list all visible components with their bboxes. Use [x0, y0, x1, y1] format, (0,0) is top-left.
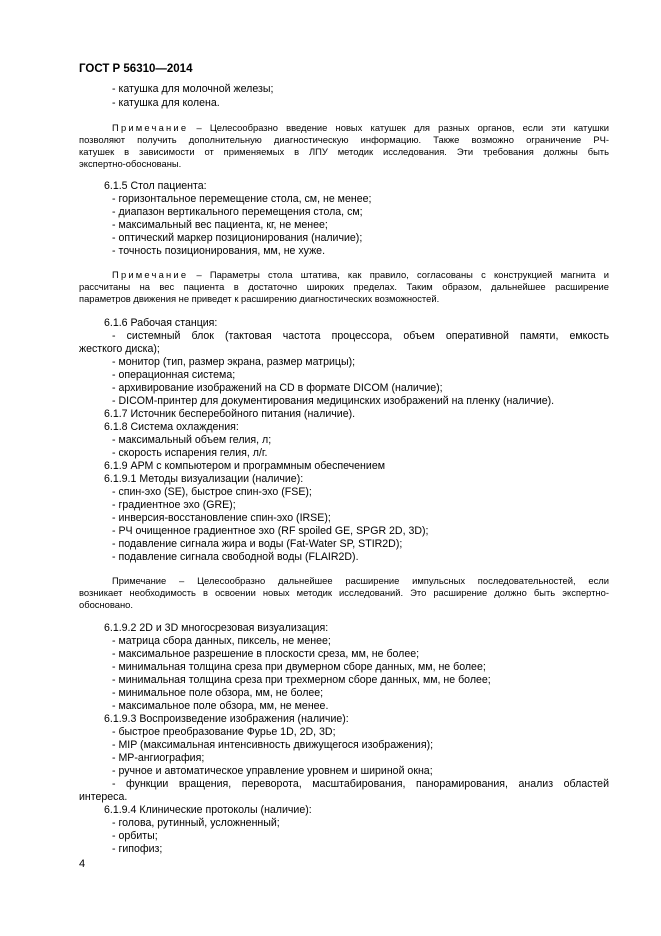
list-item-cont: жесткого диска);: [79, 343, 160, 355]
list-item: - катушка для молочной железы;: [112, 83, 274, 95]
note-label: Примечание: [112, 122, 189, 133]
list-item: - монитор (тип, размер экрана, размер матрицы);: [112, 356, 356, 368]
section-heading: 6.1.9.3 Воспроизведение изображения (наличие):: [104, 713, 349, 725]
note-line: параметров движения не приведет к расширению диагностических возможностей.: [79, 293, 440, 304]
list-item: - голова, рутинный, усложненный;: [112, 817, 280, 829]
list-item: - минимальное поле обзора, мм, не более;: [112, 687, 324, 699]
section-heading: 6.1.8 Система охлаждения:: [104, 421, 239, 433]
list-item: - скорость испарения гелия, л/г.: [112, 447, 268, 459]
list-item: - системный блок (тактовая частота процессора, объем оперативной памяти, емкость: [112, 330, 609, 342]
list-item: - ручное и автоматическое управление уровнем и шириной окна;: [112, 765, 433, 777]
list-item: - МР-ангиография;: [112, 752, 205, 764]
note-line: обосновано.: [79, 599, 133, 610]
list-item: - архивирование изображений на CD в формате DICOM (наличие);: [112, 382, 443, 394]
section-heading: 6.1.7 Источник бесперебойного питания (наличие).: [104, 408, 356, 420]
list-item: - функции вращения, переворота, масштабирования, панорамирования, анализ областей: [112, 778, 609, 790]
list-item: - максимальное разрешение в плоскости среза, мм, не более;: [112, 648, 420, 660]
list-item: - подавление сигнала жира и воды (Fat-Water SP, STIR2D);: [112, 538, 403, 550]
note-line: возникает необходимость в освоении новых методик исследований. Это расширение должно быть экспертно-: [79, 587, 609, 598]
note-line: рассчитаны на вес пациента в достаточно широких пределах. Таким образом, дальнейшее расширение: [79, 281, 609, 292]
list-item: - градиентное эхо (GRE);: [112, 499, 236, 511]
list-item: - максимальный вес пациента, кг, не менее;: [112, 219, 328, 231]
list-item: - быстрое преобразование Фурье 1D, 2D, 3D;: [112, 726, 336, 738]
list-item: - катушка для колена.: [112, 97, 220, 109]
note-line: экспертно-обоснованы.: [79, 158, 182, 169]
note-line: Примечание – Целесообразно дальнейшее расширение импульсных последовательностей, если: [112, 575, 609, 586]
section-heading: 6.1.9.2 2D и 3D многосрезовая визуализация:: [104, 622, 329, 634]
section-heading: 6.1.5 Стол пациента:: [104, 180, 207, 192]
list-item: - минимальная толщина среза при трехмерном сборе данных, мм, не более;: [112, 674, 491, 686]
page-number: 4: [79, 858, 86, 870]
list-item: - оптический маркер позиционирования (наличие);: [112, 232, 363, 244]
section-heading: 6.1.6 Рабочая станция:: [104, 317, 218, 329]
list-item: - РЧ очищенное градиентное эхо (RF spoiled GE, SPGR 2D, 3D);: [112, 525, 429, 537]
note-text: – Целесообразно введение новых катушек для разных органов, если эти катушки: [188, 122, 609, 133]
list-item: - минимальная толщина среза при двумерном сборе данных, мм, не более;: [112, 661, 486, 673]
list-item: - орбиты;: [112, 830, 158, 842]
list-item: - операционная система;: [112, 369, 236, 381]
list-item: - точность позиционирования, мм, не хуже.: [112, 245, 326, 257]
section-heading: 6.1.9.1 Методы визуализации (наличие):: [104, 473, 304, 485]
list-item: - инверсия-восстановление спин-эхо (IRSE);: [112, 512, 331, 524]
note-line: [112, 269, 609, 281]
document-header: ГОСТ Р 56310—2014: [79, 63, 193, 75]
list-item: - матрица сбора данных, пиксель, не менее;: [112, 635, 331, 647]
list-item: - MIP (максимальная интенсивность движущегося изображения);: [112, 739, 434, 751]
list-item: - горизонтальное перемещение стола, см, не менее;: [112, 193, 372, 205]
list-item: - DICOM-принтер для документирования медицинских изображений на пленку (наличие).: [112, 395, 555, 407]
list-item-cont: интереса.: [79, 791, 128, 803]
list-item: - максимальный объем гелия, л;: [112, 434, 272, 446]
list-item: - подавление сигнала свободной воды (FLAIR2D).: [112, 551, 359, 563]
section-heading: 6.1.9 АРМ с компьютером и программным обеспечением: [104, 460, 386, 472]
list-item: - гипофиз;: [112, 843, 163, 855]
note-text: – Параметры стола штатива, как правило, согласованы с конструкцией магнита и: [188, 269, 609, 280]
list-item: - диапазон вертикального перемещения стола, см;: [112, 206, 363, 218]
note-line: [112, 122, 609, 134]
list-item: - максимальное поле обзора, мм, не менее.: [112, 700, 329, 712]
section-heading: 6.1.9.4 Клинические протоколы (наличие):: [104, 804, 312, 816]
note-line: позволяют получить дополнительную диагностическую информацию. Также возможно ограничение РЧ-: [79, 134, 609, 145]
list-item: - спин-эхо (SE), быстрое спин-эхо (FSE);: [112, 486, 312, 498]
note-line: катушек в зависимости от применяемых в ЛПУ методик исследования. Эти требования должны быть: [79, 146, 609, 157]
note-label: Примечание: [112, 269, 189, 280]
